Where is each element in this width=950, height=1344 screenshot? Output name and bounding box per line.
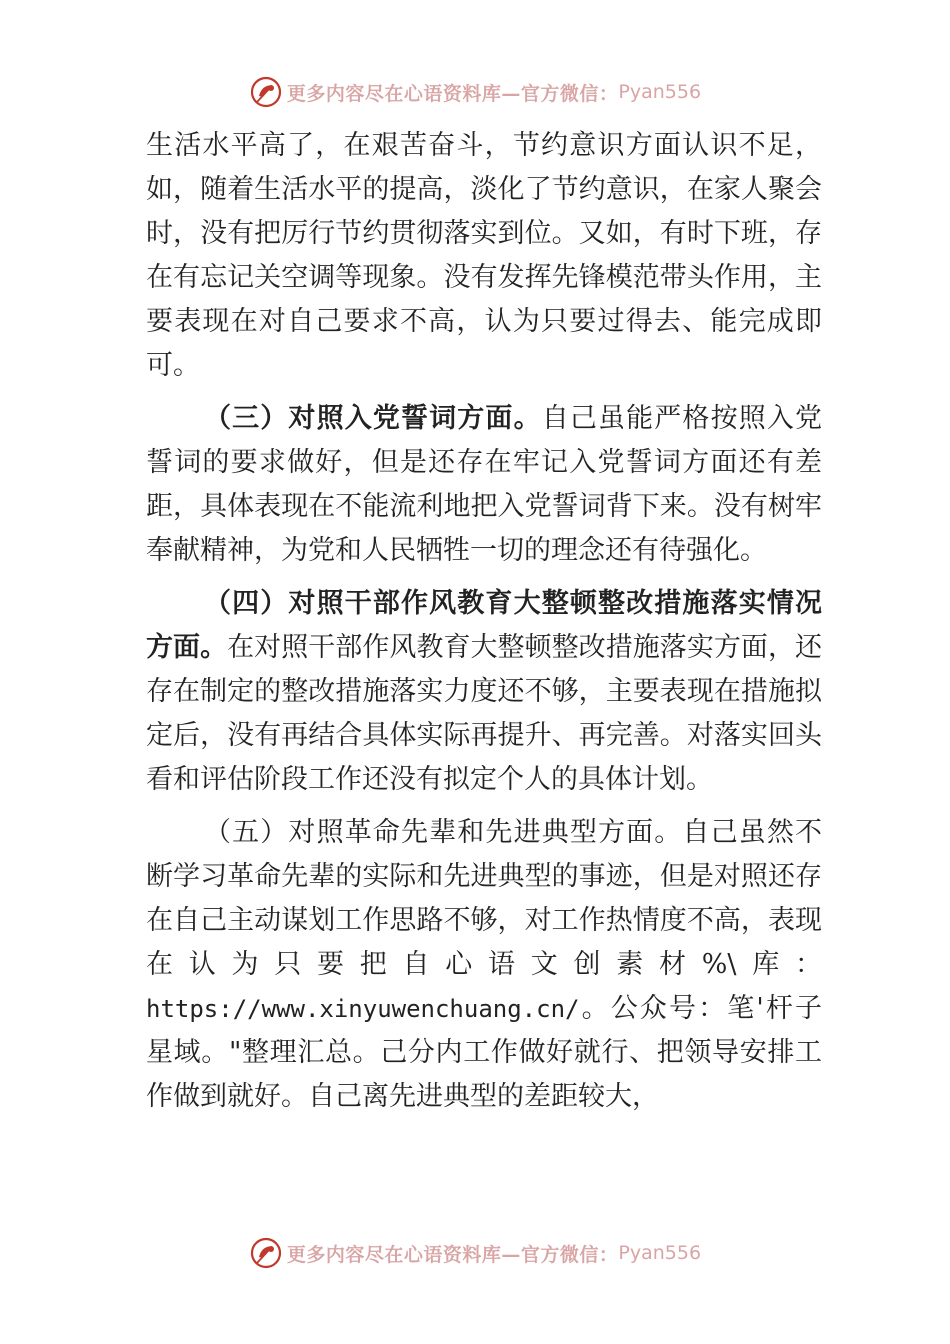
header-banner-id: Pyan556: [618, 81, 702, 103]
paragraph-4-url: https://www.xinyuwenchuang.cn/: [146, 995, 580, 1023]
document-body: [146, 124, 822, 1119]
rose-logo-icon: [249, 75, 283, 109]
paragraph-4: [146, 811, 822, 1119]
paragraph-2-body: 自己虽能严格按照入党誓词的要求做好，但是还存在牢记入党誓词方面还有差距，具体表现在不能流利地把入党誓词背下来。没有树牢奉献精神，为党和人民牺牲一切的理念还有待强化。: [146, 403, 823, 566]
header-banner-text: 更多内容尽在心语资料库—官方微信：: [286, 82, 619, 105]
paragraph-2: [146, 397, 822, 573]
paragraph-4-part1: （五）对照革命先辈和先进典型方面。自己虽然不断学习革命先辈的实际和先进典型的事迹，但是对照还存在自己主动谋划工作思路不够，对工作热情度不高，表现在认为只要把自心语文创素材%\库：: [146, 817, 822, 980]
rose-logo-icon: [249, 1236, 283, 1270]
paragraph-3: [146, 582, 822, 802]
footer-banner: [0, 1231, 950, 1275]
footer-banner-text: 更多内容尽在心语资料库—官方微信：: [286, 1243, 619, 1266]
header-banner: [0, 70, 950, 114]
paragraph-3-heading: （四）对照干部作风教育大整顿整改措施落实情况方面。: [146, 588, 822, 663]
paragraph-3-body: 在对照干部作风教育大整顿整改措施落实方面，还存在制定的整改措施落实力度还不够，主要表现在措施拟定后，没有再结合具体实际再提升、再完善。对落实回头看和评估阶段工作还没有拟定个人的具体计划。: [146, 632, 822, 795]
footer-banner-id: Pyan556: [618, 1242, 702, 1264]
paragraph-4-part2: 。公众号：笔'杆子星域。"整理汇总。己分内工作做好就行、把领导安排工作做到就好。自己离先进典型的差距较大，: [146, 993, 822, 1112]
paragraph-2-heading: （三）对照入党誓词方面。: [204, 403, 542, 434]
paragraph-1: 生活水平高了，在艰苦奋斗，节约意识方面认识不足，如，随着生活水平的提高，淡化了节约意识，在家人聚会时，没有把厉行节约贯彻落实到位。又如，有时下班，存在有忘记关空调等现象。没有发挥先锋模范带头作用，主要表现在对自己要求不高，认为只要过得去、能完成即可。: [146, 130, 822, 381]
